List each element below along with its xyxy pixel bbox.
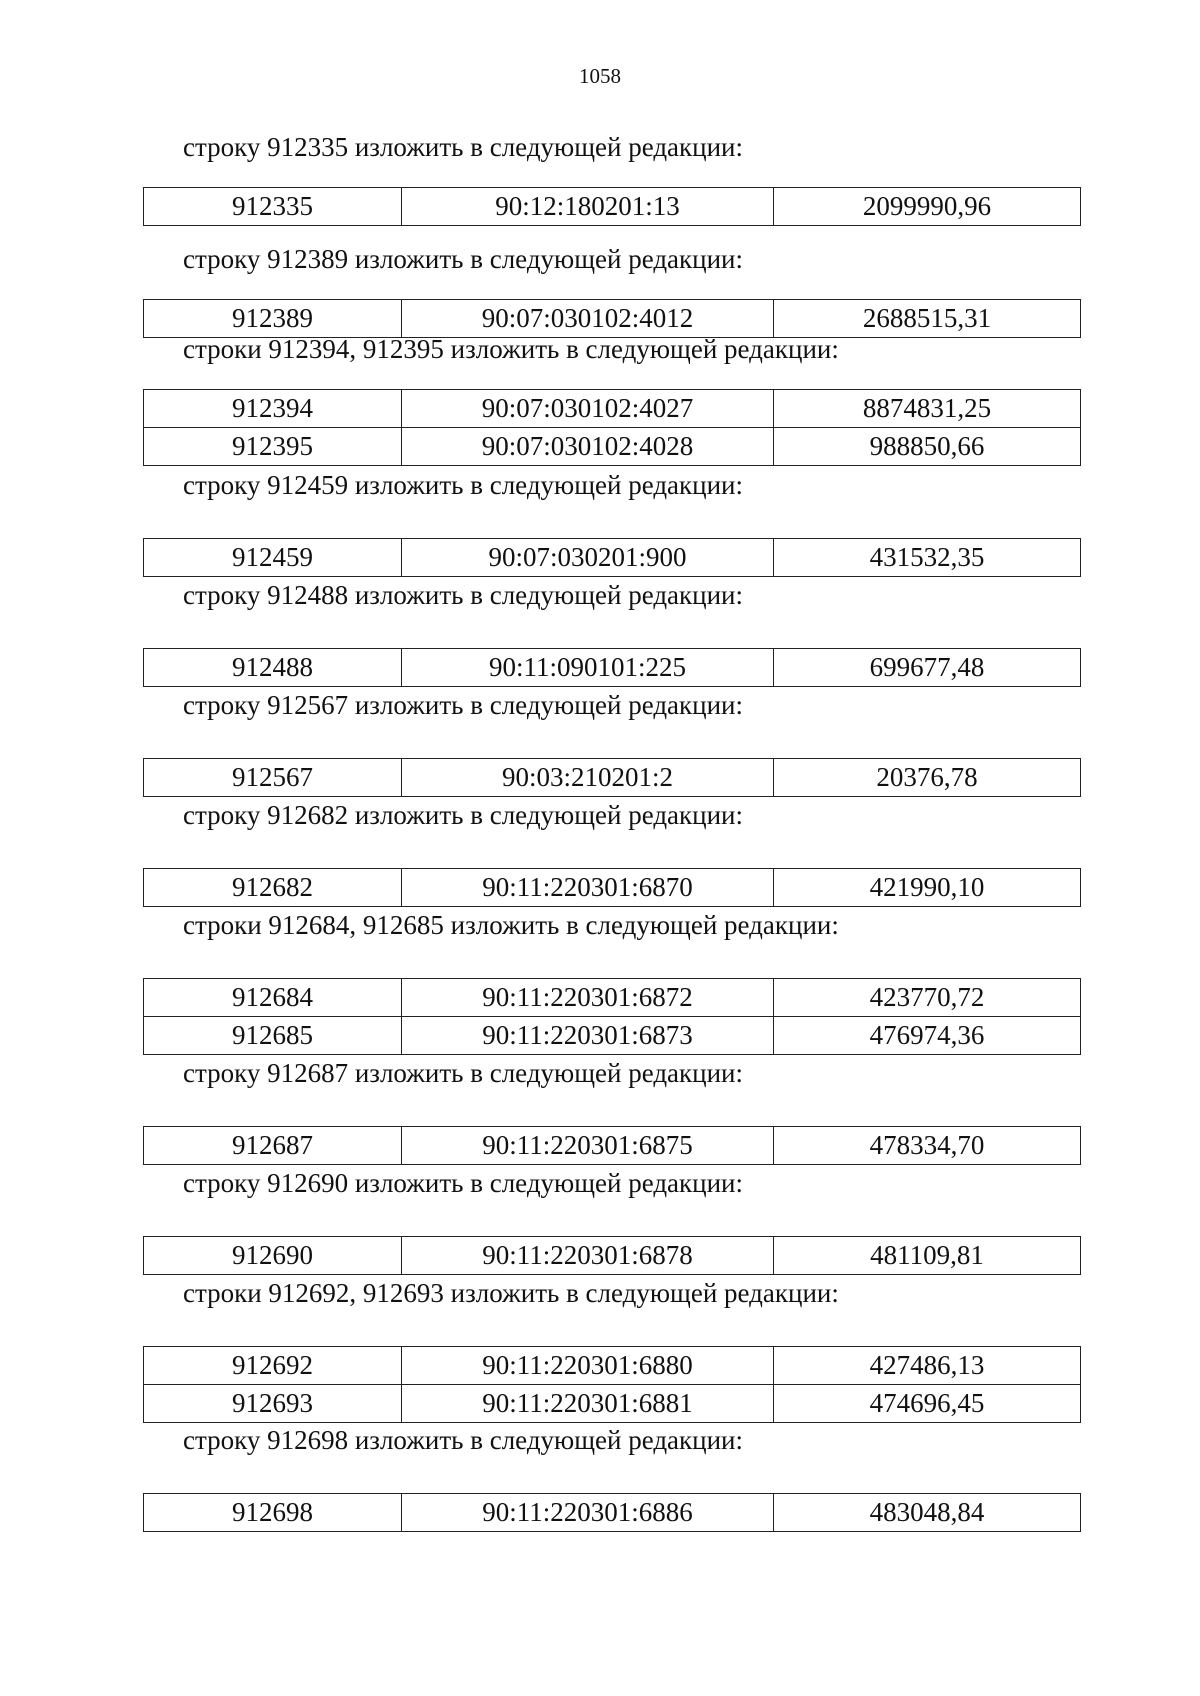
amendment-intro-text: строку 912567 изложить в следующей редакции: — [183, 690, 744, 720]
cadastral-number-cell: 90:11:090101:225 — [402, 649, 774, 687]
value-cell: 421990,10 — [774, 869, 1081, 907]
amendment-intro-text: строку 912687 изложить в следующей редакции: — [183, 1058, 744, 1088]
amendment-intro-text: строку 912335 изложить в следующей редакции: — [183, 132, 744, 162]
row-number-cell: 912692 — [144, 1347, 402, 1385]
value-cell: 478334,70 — [774, 1127, 1081, 1165]
amendment-intro-text: строку 912389 изложить в следующей редакции: — [183, 244, 744, 274]
value-cell: 988850,66 — [774, 428, 1081, 466]
cadastral-number-cell: 90:11:220301:6872 — [402, 979, 774, 1017]
row-number-cell: 912687 — [144, 1127, 402, 1165]
table-row — [144, 1017, 1081, 1055]
amendment-intro-text: строки 912692, 912693 изложить в следующей редакции: — [183, 1278, 839, 1308]
table-row — [144, 1347, 1081, 1385]
value-cell: 483048,84 — [774, 1494, 1081, 1532]
row-number-cell: 912685 — [144, 1017, 402, 1055]
value-cell: 474696,45 — [774, 1385, 1081, 1423]
value-cell: 481109,81 — [774, 1237, 1081, 1275]
cadastral-number-cell: 90:07:030102:4012 — [402, 300, 774, 338]
cadastral-number-cell: 90:11:220301:6881 — [402, 1385, 774, 1423]
table-row — [144, 390, 1081, 428]
table-row — [144, 428, 1081, 466]
amendment-intro-text: строки 912684, 912685 изложить в следующей редакции: — [183, 910, 839, 940]
amendment-table — [143, 868, 1081, 907]
value-cell: 423770,72 — [774, 979, 1081, 1017]
row-number-cell: 912693 — [144, 1385, 402, 1423]
amendment-table — [143, 758, 1081, 797]
value-cell: 2688515,31 — [774, 300, 1081, 338]
value-cell: 20376,78 — [774, 759, 1081, 797]
amendment-intro-text: строки 912394, 912395 изложить в следующей редакции: — [183, 334, 839, 364]
table-row — [144, 979, 1081, 1017]
cadastral-number-cell: 90:07:030102:4027 — [402, 390, 774, 428]
amendment-table — [143, 1346, 1081, 1423]
row-number-cell: 912395 — [144, 428, 402, 466]
cadastral-number-cell: 90:11:220301:6886 — [402, 1494, 774, 1532]
cadastral-number-cell: 90:11:220301:6880 — [402, 1347, 774, 1385]
amendment-table — [143, 1126, 1081, 1165]
value-cell: 431532,35 — [774, 539, 1081, 577]
amendment-table — [143, 978, 1081, 1055]
row-number-cell: 912684 — [144, 979, 402, 1017]
row-number-cell: 912698 — [144, 1494, 402, 1532]
value-cell: 699677,48 — [774, 649, 1081, 687]
amendment-table — [143, 299, 1081, 338]
amendment-table — [143, 1236, 1081, 1275]
cadastral-number-cell: 90:11:220301:6870 — [402, 869, 774, 907]
row-number-cell: 912690 — [144, 1237, 402, 1275]
table-row — [144, 759, 1081, 797]
amendment-table — [143, 648, 1081, 687]
value-cell: 2099990,96 — [774, 188, 1081, 226]
cadastral-number-cell: 90:11:220301:6875 — [402, 1127, 774, 1165]
amendment-table — [143, 389, 1081, 466]
cadastral-number-cell: 90:03:210201:2 — [402, 759, 774, 797]
value-cell: 476974,36 — [774, 1017, 1081, 1055]
table-row — [144, 869, 1081, 907]
amendment-intro-text: строку 912690 изложить в следующей редакции: — [183, 1168, 744, 1198]
cadastral-number-cell: 90:07:030102:4028 — [402, 428, 774, 466]
row-number-cell: 912488 — [144, 649, 402, 687]
table-row — [144, 539, 1081, 577]
cadastral-number-cell: 90:12:180201:13 — [402, 188, 774, 226]
amendment-table — [143, 1493, 1081, 1532]
row-number-cell: 912389 — [144, 300, 402, 338]
value-cell: 8874831,25 — [774, 390, 1081, 428]
row-number-cell: 912567 — [144, 759, 402, 797]
row-number-cell: 912394 — [144, 390, 402, 428]
row-number-cell: 912682 — [144, 869, 402, 907]
value-cell: 427486,13 — [774, 1347, 1081, 1385]
table-row — [144, 300, 1081, 338]
cadastral-number-cell: 90:11:220301:6873 — [402, 1017, 774, 1055]
amendment-intro-text: строку 912459 изложить в следующей редакции: — [183, 470, 744, 500]
amendment-table — [143, 187, 1081, 226]
table-row — [144, 649, 1081, 687]
amendment-intro-text: строку 912698 изложить в следующей редакции: — [183, 1425, 744, 1455]
amendment-intro-text: строку 912682 изложить в следующей редакции: — [183, 800, 744, 830]
amendment-intro-text: строку 912488 изложить в следующей редакции: — [183, 580, 744, 610]
cadastral-number-cell: 90:07:030201:900 — [402, 539, 774, 577]
row-number-cell: 912335 — [144, 188, 402, 226]
amendment-table — [143, 538, 1081, 577]
row-number-cell: 912459 — [144, 539, 402, 577]
table-row — [144, 1127, 1081, 1165]
cadastral-number-cell: 90:11:220301:6878 — [402, 1237, 774, 1275]
table-row — [144, 1237, 1081, 1275]
page-number: 1058 — [579, 64, 621, 88]
table-row — [144, 1494, 1081, 1532]
table-row — [144, 1385, 1081, 1423]
table-row — [144, 188, 1081, 226]
